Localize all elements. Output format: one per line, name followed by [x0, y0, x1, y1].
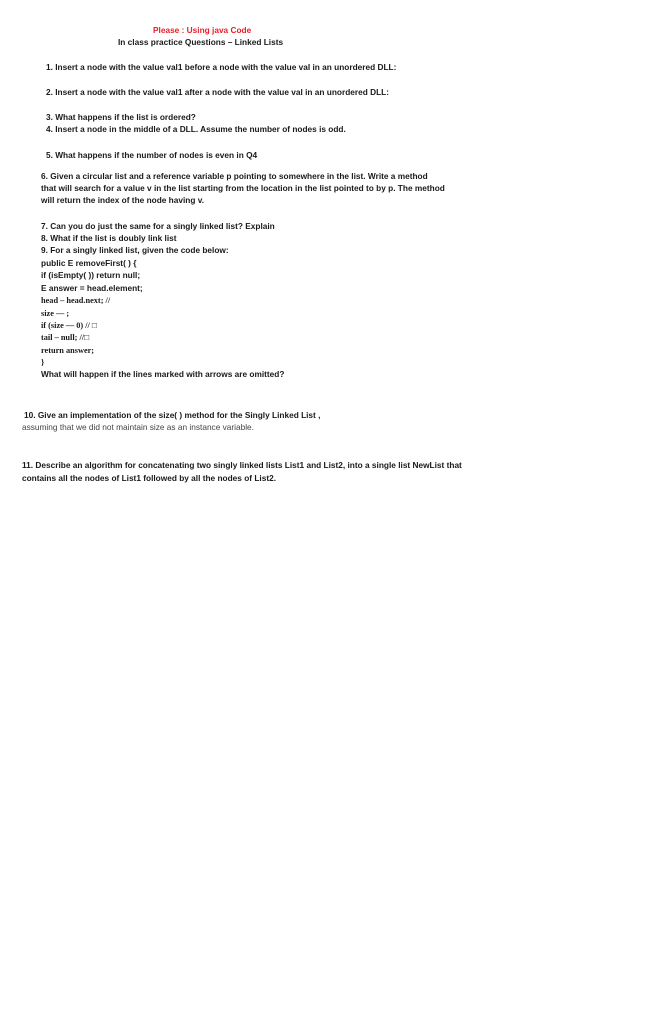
question-6-line-3: will return the index of the node having v.: [41, 195, 205, 205]
code-line: return answer;: [41, 346, 95, 355]
question-10-line-2: assuming that we did not maintain size as an instance variable.: [22, 422, 254, 432]
question-4: 4. Insert a node in the middle of a DLL. Assume the number of nodes is odd.: [46, 124, 346, 134]
code-line: if (isEmpty( )) return null;: [41, 270, 141, 280]
question-11-line-1: 11. Describe an algorithm for concatenating two singly linked lists List1 and List2, into a single list NewList that: [22, 460, 462, 470]
question-7: 7. Can you do just the same for a singly linked list? Explain: [41, 221, 275, 231]
question-11-line-2: contains all the nodes of List1 followed by all the nodes of List2.: [22, 473, 277, 483]
code-line: size — ;: [41, 309, 70, 318]
question-10-line-1: 10. Give an implementation of the size( ) method for the Singly Linked List ,: [24, 410, 321, 420]
question-5: 5. What happens if the number of nodes is even in Q4: [46, 150, 258, 160]
question-1: 1. Insert a node with the value val1 before a node with the value val in an unordered DLL:: [46, 62, 397, 72]
question-9: 9. For a singly linked list, given the code below:: [41, 245, 229, 255]
question-6-line-1: 6. Given a circular list and a reference variable p pointing to somewhere in the list. Write a method: [41, 171, 428, 181]
question-9-followup: What will happen if the lines marked with arrows are omitted?: [41, 369, 285, 379]
code-line: head – head.next; //: [41, 296, 111, 305]
code-line: }: [41, 358, 45, 367]
question-3: 3. What happens if the list is ordered?: [46, 112, 196, 122]
code-line: E answer = head.element;: [41, 283, 143, 293]
document-title: In class practice Questions – Linked Lists: [118, 37, 284, 47]
question-8: 8. What if the list is doubly link list: [41, 233, 177, 243]
code-line: public E removeFirst( ) {: [41, 258, 137, 268]
header-note: Please : Using java Code: [153, 25, 252, 35]
question-2: 2. Insert a node with the value val1 after a node with the value val in an unordered DLL:: [46, 87, 390, 97]
code-line: if (size — 0) // □: [41, 321, 97, 330]
code-line: tail – null; //□: [41, 333, 90, 342]
question-6-line-2: that will search for a value v in the list starting from the location in the list pointed to by p. The method: [41, 183, 445, 193]
